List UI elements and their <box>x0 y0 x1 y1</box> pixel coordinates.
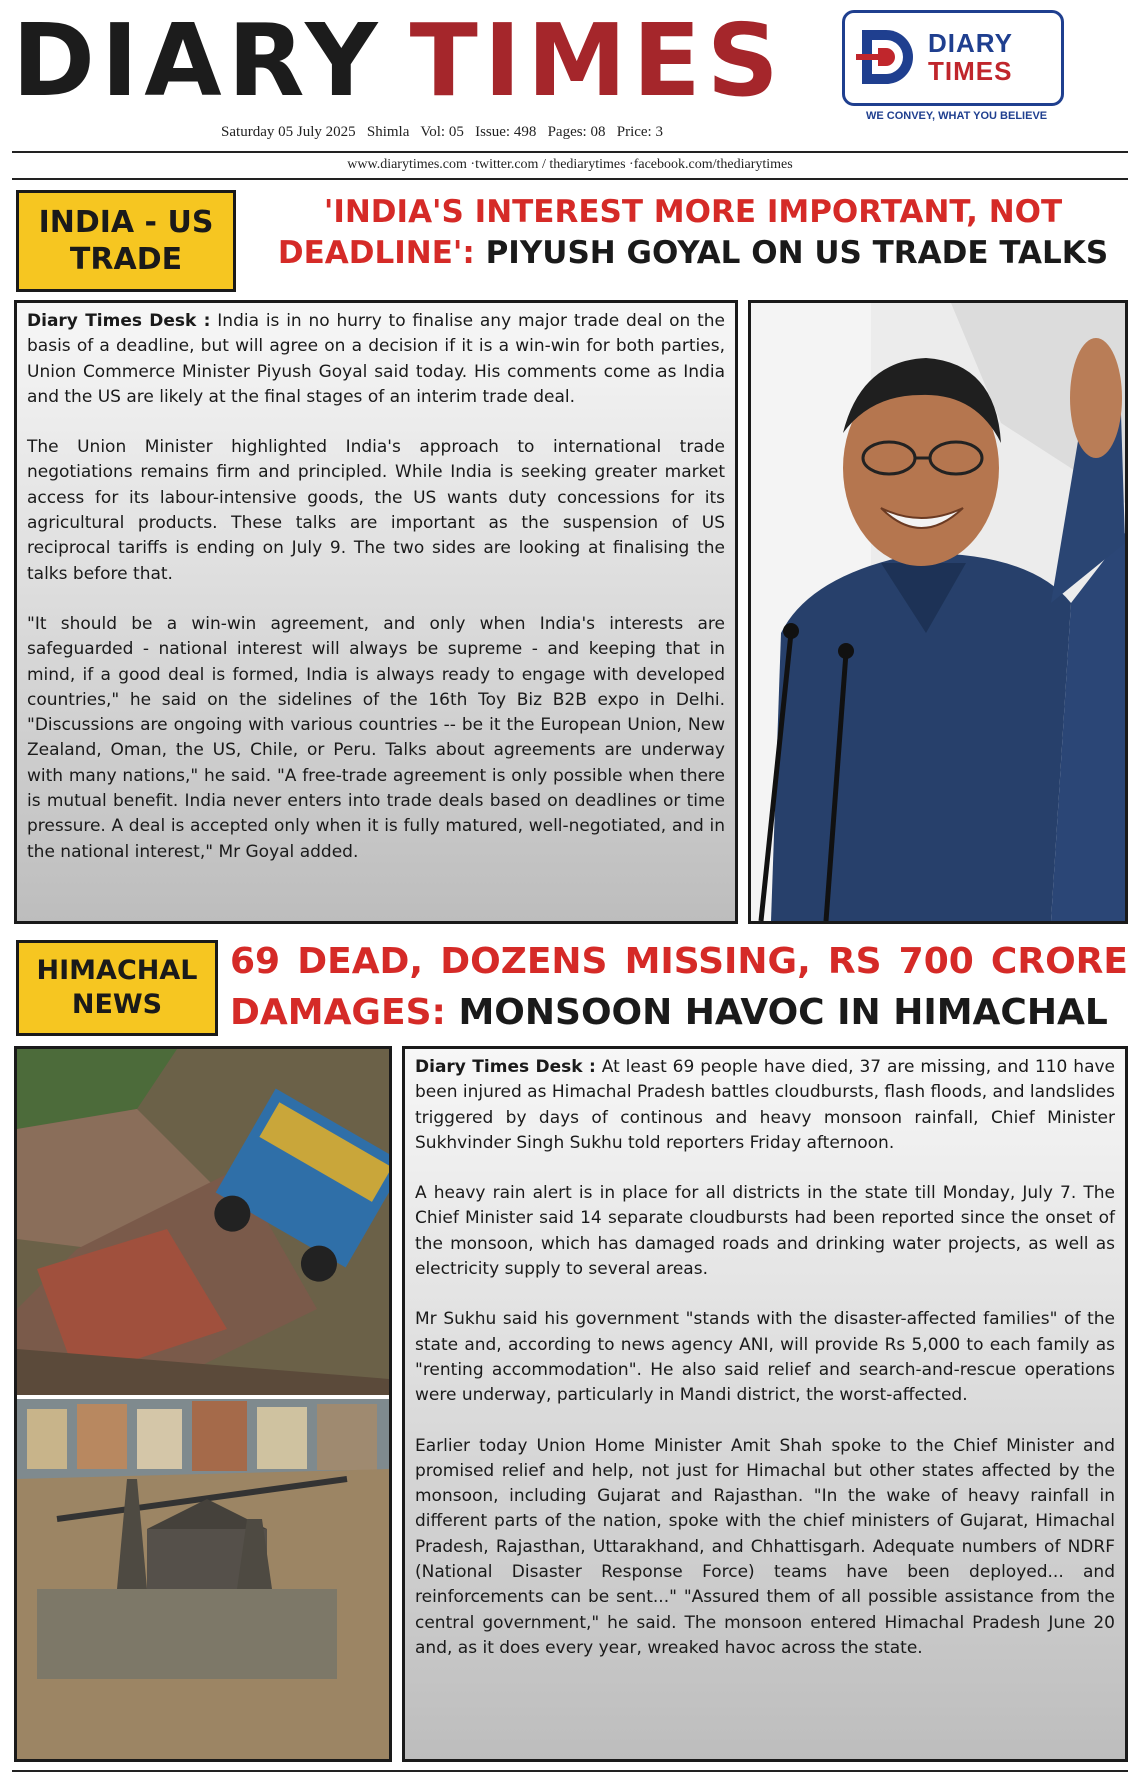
headline-red: 'INDIA'S INTEREST MORE IMPORTANT, NOT DEADLINE': <box>277 194 1063 271</box>
title-times: TIMES <box>409 2 785 119</box>
masthead <box>12 2 1128 172</box>
headline-dark: MONSOON HAVOC IN HIMACHAL <box>458 992 1108 1034</box>
divider <box>12 178 1128 180</box>
paragraph: A heavy rain alert is in place for all districts in the state till Monday, July 7. The Chief Minister said 14 separate cloudbursts had been reported since the onset of the monsoon, which has damaged roads and drinking water projects, as well as electricity supply to several areas. <box>415 1183 1115 1280</box>
diary-times-logo <box>842 10 1064 106</box>
divider <box>12 1770 1128 1772</box>
section-label-himachal-news: HIMACHAL NEWS <box>16 940 218 1036</box>
paragraph-text: India is in no hurry to finalise any major trade deal on the basis of a deadline, but will agree on a decision if it is a win-win for both parties, Union Commerce Minister Piyush Goyal said today. His comments come as India and the US are likely at the final stages of an interim trade deal. <box>27 311 726 407</box>
section-label-india-us-trade: INDIA - US TRADE <box>16 190 236 292</box>
article-story2 <box>402 1046 1128 1762</box>
logo-text-diary: DIARY <box>928 28 1013 58</box>
photo-illustration <box>751 303 1125 921</box>
photo-piyush-goyal <box>748 300 1128 924</box>
paragraph: Mr Sukhu said his government "stands with the disaster-affected families" of the state and, according to news agency ANI, will provide Rs 5,000 to each family as "renting accommodation". He also said relief and search-and-rescue operations were underway, particularly in Mandi district, the worst-affected. <box>415 1309 1115 1406</box>
divider <box>12 151 1128 153</box>
headline-red: 69 DEAD, DOZENS MISSING, RS 700 CRORE DAMAGES: <box>230 941 1128 1034</box>
paragraph: The Union Minister highlighted India's approach to international trade negotiations remains firm and principled. While India is seeking greater market access for its labour-intensive goods, the US wants duty concessions for its agricultural products. These talks are important as the suspension of US reciprocal tariffs is ending on July 9. The two sides are looking at finalising the talks before that. <box>27 437 725 584</box>
paragraph <box>27 309 725 410</box>
issue-meta: Saturday 05 July 2025 Shimla Vol: 05 Issue: 498 Pages: 08 Price: 3 <box>221 124 663 140</box>
paragraph-text: At least 69 people have died, 37 are missing, and 110 have been injured as Himachal Pradesh battles cloudbursts, flash floods, and landslides triggered by days of continous and heavy monsoon rainfall, Chief Minister Sukhvinder Singh Sukhu told reporters Friday afternoon. <box>415 1057 1116 1153</box>
title-diary: DIARY <box>12 2 384 119</box>
photo-monsoon-damage <box>14 1046 392 1762</box>
paragraph <box>415 1055 1115 1156</box>
paragraph: Earlier today Union Home Minister Amit Shah spoke to the Chief Minister and promised relief and help, not just for Himachal but other states affected by the monsoon, including Gujarat and Rajasthan. "In the wake of heavy rainfall in different parts of the nation, spoke with the chief ministers of Gujarat, Himachal Pradesh, Rajasthan, Uttarakhand, and Chhattisgarh. Adequate numbers of NDRF (National Disaster Response Force) teams have been deployed... and reinforcements can be sent..." "Assured them of all possible assistance from the central government," he said. The monsoon entered Himachal Pradesh June 20 and, as it does every year, wreaked havoc across the state. <box>415 1435 1115 1658</box>
article-story1 <box>14 300 738 924</box>
headline-story2 <box>230 936 1128 1038</box>
photo-illustration <box>17 1049 389 1759</box>
paragraph: "It should be a win-win agreement, and only when India's interests are safeguarded - national interest will always be supreme - and keeping that in mind, if a good deal is formed, India is always ready to engage with developed countries," he said on the sidelines of the 16th Toy Biz B2B expo in Delhi. "Discussions are ongoing with various countries -- be it the European Union, New Zealand, Oman, the US, Chile, or Peru. Talks about agreements are underway with many nations," he said. "A free-trade agreement is only possible when there is mutual benefit. India never enters into trade deals based on deadlines or time pressure. A deal is accepted only when it is fully matured, well-negotiated, and in the national interest," Mr Goyal added. <box>27 613 725 862</box>
desk-byline: Diary Times Desk : <box>27 311 211 331</box>
diary-times-logo-mark-icon <box>856 24 922 90</box>
headline-dark: PIYUSH GOYAL ON US TRADE TALKS <box>485 234 1109 271</box>
tagline: WE CONVEY, WHAT YOU BELIEVE <box>866 110 1048 122</box>
headline-story1 <box>262 192 1124 274</box>
logo-text-times: TIMES <box>928 56 1013 86</box>
newspaper-title <box>12 2 785 119</box>
desk-byline: Diary Times Desk : <box>415 1057 596 1077</box>
web-links: www.diarytimes.com ·twitter.com / thediarytimes ·facebook.com/thediarytimes <box>347 157 793 172</box>
